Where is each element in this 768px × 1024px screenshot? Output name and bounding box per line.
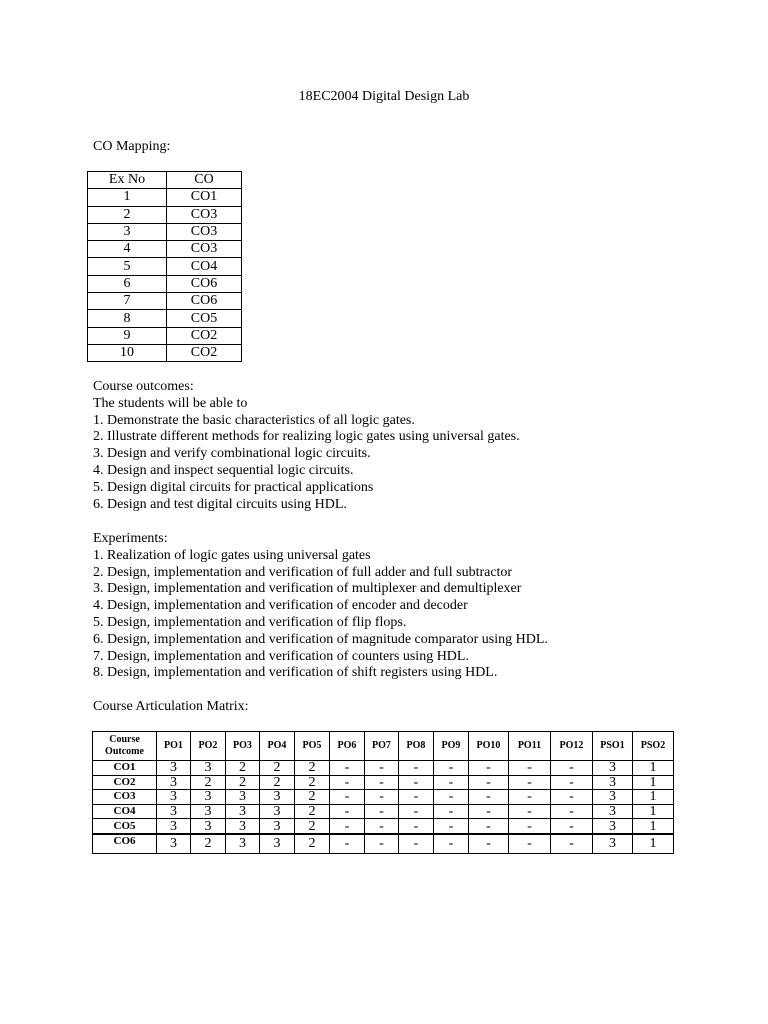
matrix-row: [93, 804, 674, 819]
course-outcomes-heading: Course outcomes:: [93, 379, 194, 394]
experiment-item: 4. Design, implementation and verification of encoder and decoder: [93, 598, 468, 614]
co-mapping-co-cell: CO1: [167, 189, 242, 206]
matrix-cell: -: [551, 804, 593, 819]
co-mapping-co-cell: CO3: [167, 223, 242, 240]
co-mapping-co-cell: CO2: [167, 327, 242, 344]
matrix-row-header: CO3: [93, 790, 157, 805]
matrix-row-header: CO4: [93, 804, 157, 819]
matrix-cell: -: [469, 819, 509, 834]
experiments-list: [93, 548, 548, 682]
co-mapping-exno-cell: 7: [88, 293, 167, 310]
experiments-section: [93, 531, 548, 682]
matrix-row: [93, 819, 674, 834]
co-mapping-table: [87, 171, 242, 362]
experiment-item: 5. Design, implementation and verification of flip flops.: [93, 614, 407, 630]
matrix-row: [93, 775, 674, 790]
matrix-row: [93, 761, 674, 776]
matrix-cell: -: [551, 761, 593, 776]
matrix-cell: -: [551, 790, 593, 805]
co-mapping-exno-cell: 3: [88, 223, 167, 240]
matrix-cell: -: [365, 775, 399, 790]
matrix-cell: -: [330, 790, 365, 805]
matrix-cell: -: [365, 790, 399, 805]
matrix-column-header: PO12: [551, 732, 593, 761]
matrix-cell: -: [551, 834, 593, 854]
co-mapping-row: [88, 327, 242, 344]
matrix-cell: 3: [593, 819, 633, 834]
matrix-cell: 3: [157, 775, 191, 790]
page-title: 18EC2004 Digital Design Lab: [298, 89, 470, 104]
matrix-cell: 3: [593, 775, 633, 790]
corner-header-line-2: Outcome: [105, 746, 144, 757]
matrix-cell: -: [469, 834, 509, 854]
matrix-cell: -: [365, 834, 399, 854]
matrix-cell: 3: [260, 819, 295, 834]
articulation-matrix-corner-header: [93, 732, 157, 761]
matrix-column-header: PO6: [330, 732, 365, 761]
matrix-cell: 3: [157, 761, 191, 776]
matrix-column-header: PO1: [157, 732, 191, 761]
matrix-cell: 2: [226, 761, 260, 776]
matrix-cell: 1: [633, 775, 674, 790]
course-outcome-item: 2. Illustrate different methods for realizing logic gates using universal gates.: [93, 429, 520, 445]
course-outcome-item: 1. Demonstrate the basic characteristics of all logic gates.: [93, 412, 415, 428]
co-mapping-header-exno: Ex No: [88, 172, 167, 189]
co-mapping-co-cell: CO2: [167, 344, 242, 361]
matrix-cell: -: [469, 790, 509, 805]
co-mapping-co-cell: CO3: [167, 241, 242, 258]
course-outcomes-list: [93, 413, 520, 514]
matrix-cell: 3: [260, 804, 295, 819]
matrix-cell: -: [434, 790, 469, 805]
co-mapping-exno-cell: 5: [88, 258, 167, 275]
experiment-item: 3. Design, implementation and verification of multiplexer and demultiplexer: [93, 581, 522, 597]
matrix-cell: -: [399, 804, 434, 819]
matrix-cell: -: [330, 775, 365, 790]
co-mapping-row: [88, 258, 242, 275]
co-mapping-row: [88, 293, 242, 310]
matrix-cell: 2: [295, 834, 330, 854]
experiment-item: 8. Design, implementation and verification of shift registers using HDL.: [93, 665, 498, 681]
matrix-cell: 1: [633, 834, 674, 854]
experiment-item: 6. Design, implementation and verification of magnitude comparator using HDL.: [93, 631, 548, 647]
co-mapping-row: [88, 206, 242, 223]
articulation-matrix-table: [92, 731, 674, 854]
experiments-heading: Experiments:: [93, 531, 168, 546]
matrix-cell: -: [509, 775, 551, 790]
matrix-cell: 1: [633, 790, 674, 805]
co-mapping-co-cell: CO5: [167, 310, 242, 327]
matrix-cell: 2: [226, 775, 260, 790]
matrix-cell: 3: [191, 819, 226, 834]
matrix-cell: -: [509, 761, 551, 776]
matrix-cell: 3: [593, 790, 633, 805]
co-mapping-co-cell: CO3: [167, 206, 242, 223]
matrix-cell: 1: [633, 761, 674, 776]
matrix-cell: 3: [157, 834, 191, 854]
course-outcome-item: 4. Design and inspect sequential logic circuits.: [93, 462, 354, 478]
matrix-cell: 2: [295, 775, 330, 790]
matrix-cell: 2: [295, 804, 330, 819]
matrix-cell: 3: [226, 819, 260, 834]
co-mapping-row: [88, 275, 242, 292]
course-outcome-item: 5. Design digital circuits for practical applications: [93, 479, 374, 495]
co-mapping-header-co: CO: [167, 172, 242, 189]
co-mapping-co-cell: CO6: [167, 293, 242, 310]
course-outcome-item: 6. Design and test digital circuits using HDL.: [93, 496, 347, 512]
matrix-cell: 2: [260, 761, 295, 776]
matrix-cell: 3: [226, 804, 260, 819]
matrix-cell: 2: [295, 819, 330, 834]
matrix-cell: -: [434, 804, 469, 819]
co-mapping-row: [88, 223, 242, 240]
matrix-cell: 3: [226, 834, 260, 854]
matrix-column-header: PO2: [191, 732, 226, 761]
matrix-cell: -: [365, 804, 399, 819]
co-mapping-co-cell: CO6: [167, 275, 242, 292]
matrix-cell: 2: [295, 790, 330, 805]
co-mapping-exno-cell: 6: [88, 275, 167, 292]
matrix-cell: -: [399, 761, 434, 776]
matrix-cell: 1: [633, 804, 674, 819]
matrix-cell: -: [399, 834, 434, 854]
matrix-cell: -: [509, 790, 551, 805]
matrix-column-header: PO10: [469, 732, 509, 761]
matrix-cell: 2: [191, 834, 226, 854]
matrix-cell: -: [365, 761, 399, 776]
matrix-cell: 3: [191, 790, 226, 805]
matrix-column-header: PO3: [226, 732, 260, 761]
co-mapping-exno-cell: 8: [88, 310, 167, 327]
matrix-cell: 2: [260, 775, 295, 790]
matrix-column-header: PSO2: [633, 732, 674, 761]
matrix-cell: -: [509, 804, 551, 819]
matrix-cell: 3: [593, 834, 633, 854]
matrix-cell: -: [330, 761, 365, 776]
matrix-row-header: CO2: [93, 775, 157, 790]
matrix-cell: -: [399, 775, 434, 790]
matrix-cell: 3: [157, 819, 191, 834]
matrix-column-header: PSO1: [593, 732, 633, 761]
matrix-cell: -: [365, 819, 399, 834]
co-mapping-exno-cell: 1: [88, 189, 167, 206]
matrix-cell: -: [434, 761, 469, 776]
matrix-cell: 3: [260, 834, 295, 854]
co-mapping-row: [88, 241, 242, 258]
matrix-cell: -: [399, 819, 434, 834]
matrix-cell: 3: [191, 804, 226, 819]
matrix-cell: -: [330, 834, 365, 854]
corner-header-line-1: Course: [109, 734, 140, 745]
co-mapping-row: [88, 310, 242, 327]
course-outcomes-intro: The students will be able to: [93, 395, 248, 411]
matrix-cell: 3: [226, 790, 260, 805]
matrix-cell: 2: [295, 761, 330, 776]
matrix-cell: -: [469, 804, 509, 819]
matrix-cell: 3: [157, 790, 191, 805]
matrix-row: [93, 790, 674, 805]
matrix-column-header: PO8: [399, 732, 434, 761]
matrix-cell: -: [551, 775, 593, 790]
course-outcome-item: 3. Design and verify combinational logic circuits.: [93, 446, 371, 462]
matrix-column-header: PO5: [295, 732, 330, 761]
matrix-cell: 3: [157, 804, 191, 819]
matrix-cell: -: [434, 819, 469, 834]
matrix-column-header: PO11: [509, 732, 551, 761]
matrix-row-header: CO1: [93, 761, 157, 776]
co-mapping-exno-cell: 2: [88, 206, 167, 223]
matrix-column-header: PO9: [434, 732, 469, 761]
matrix-cell: -: [399, 790, 434, 805]
co-mapping-exno-cell: 10: [88, 344, 167, 361]
matrix-cell: -: [434, 834, 469, 854]
matrix-cell: -: [434, 775, 469, 790]
co-mapping-co-cell: CO4: [167, 258, 242, 275]
co-mapping-heading: CO Mapping:: [93, 139, 171, 154]
co-mapping-row: [88, 344, 242, 361]
matrix-cell: 3: [260, 790, 295, 805]
articulation-matrix-heading: Course Articulation Matrix:: [93, 699, 249, 714]
matrix-cell: -: [509, 819, 551, 834]
matrix-cell: 3: [191, 761, 226, 776]
matrix-row: [93, 834, 674, 854]
matrix-cell: -: [469, 775, 509, 790]
matrix-cell: -: [469, 761, 509, 776]
matrix-cell: -: [330, 819, 365, 834]
co-mapping-exno-cell: 9: [88, 327, 167, 344]
experiment-item: 2. Design, implementation and verification of full adder and full subtractor: [93, 564, 513, 580]
co-mapping-header-row: [88, 172, 242, 189]
matrix-cell: 3: [593, 761, 633, 776]
matrix-cell: -: [551, 819, 593, 834]
matrix-row-header: CO6: [93, 834, 157, 854]
course-outcomes-section: [93, 379, 520, 513]
articulation-matrix-header-row: [93, 732, 674, 761]
matrix-cell: 3: [593, 804, 633, 819]
matrix-column-header: PO7: [365, 732, 399, 761]
matrix-cell: -: [330, 804, 365, 819]
co-mapping-row: [88, 189, 242, 206]
matrix-cell: 1: [633, 819, 674, 834]
matrix-row-header: CO5: [93, 819, 157, 834]
co-mapping-exno-cell: 4: [88, 241, 167, 258]
experiment-item: 7. Design, implementation and verification of counters using HDL.: [93, 648, 469, 664]
matrix-cell: -: [509, 834, 551, 854]
matrix-column-header: PO4: [260, 732, 295, 761]
experiment-item: 1. Realization of logic gates using universal gates: [93, 547, 371, 563]
matrix-cell: 2: [191, 775, 226, 790]
